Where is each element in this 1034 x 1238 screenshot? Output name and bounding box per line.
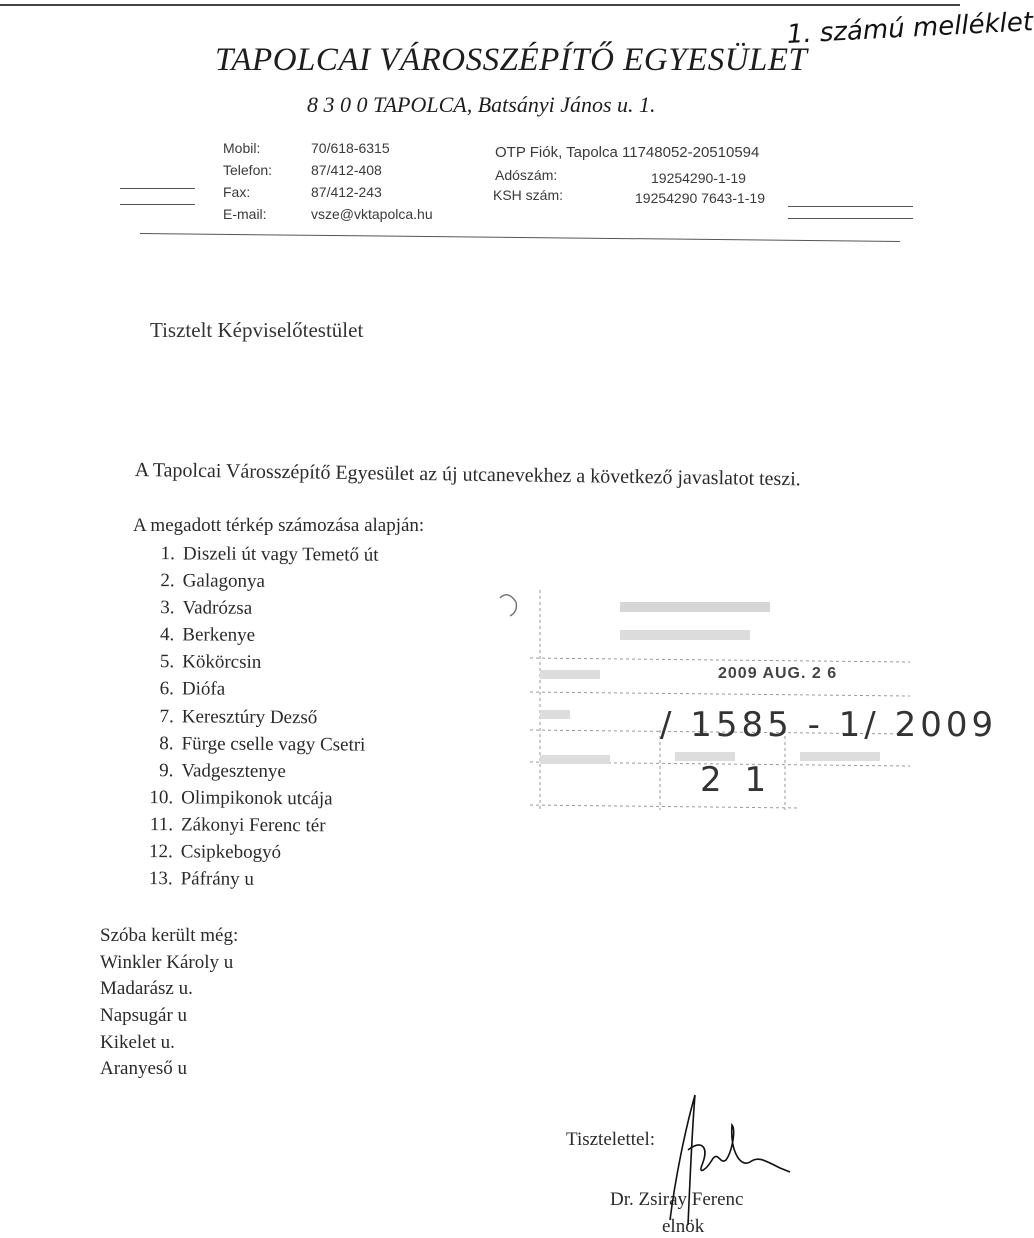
mobile-value: 70/618-6315 (311, 140, 390, 156)
list-item (133, 730, 377, 759)
mobile-label: Mobil: (223, 140, 261, 156)
item-number: 5. (159, 651, 175, 673)
list-item: Kikelet u. (100, 1031, 175, 1053)
basis-text: A megadott térkép számozása alapján: (133, 515, 425, 536)
signer-role: elnök (662, 1216, 705, 1237)
right-rule-2 (788, 218, 913, 219)
ksh-value: 19254290 7643-1-19 (635, 190, 766, 206)
list-item: Winkler Károly u (100, 951, 234, 973)
header-divider (140, 233, 900, 242)
item-name: Berkenye (182, 624, 256, 647)
stamp-registration-number: / 1585 - 1/ 2009 (660, 705, 998, 745)
ksh-label: KSH szám: (493, 187, 564, 203)
item-number: 7. (159, 705, 174, 727)
stamp-date: 2009 AUG. 2 6 (718, 665, 838, 682)
email-value: vsze@vktapolca.hu (311, 206, 433, 222)
street-name-proposals (133, 540, 379, 894)
item-name: Diófa (181, 678, 226, 701)
list-item (134, 621, 378, 650)
item-name: Vadrózsa (182, 597, 253, 620)
bank-account: OTP Fiók, Tapolca 11748052-20510594 (495, 144, 760, 161)
list-item: Napsugár u (100, 1005, 188, 1027)
list-item (135, 567, 379, 596)
list-item: Aranyeső u (100, 1058, 188, 1080)
fax-value: 87/412-243 (311, 184, 382, 200)
item-name: Fürge cselle vagy Csetri (181, 732, 366, 756)
item-name: Galagonya (182, 570, 266, 593)
organization-name: TAPOLCAI VÁROSSZÉPÍTŐ EGYESÜLET (215, 42, 808, 78)
list-item (134, 703, 378, 732)
list-item (133, 865, 377, 894)
top-border-line (0, 4, 960, 6)
list-item (134, 648, 378, 677)
annex-note: 1. számú melléklet (786, 7, 1034, 50)
item-name: Csipkebogyó (180, 841, 282, 864)
handwritten-signature (640, 1090, 800, 1230)
item-name: Keresztúry Dezső (181, 705, 318, 728)
item-name: Vadgesztenye (181, 760, 286, 782)
list-item (135, 540, 379, 569)
right-rule (788, 206, 913, 207)
item-number: 4. (160, 624, 175, 646)
item-number: 6. (159, 678, 175, 700)
item-number: 10. (149, 786, 174, 809)
item-number: 1. (160, 543, 175, 565)
item-number: 13. (148, 868, 173, 890)
list-item (134, 594, 378, 623)
stamp-count: 2 1 (700, 760, 773, 800)
list-item: Madarász u. (100, 978, 193, 1000)
item-number: 12. (149, 841, 173, 863)
item-number: 2. (160, 570, 175, 592)
fax-label: Fax: (223, 184, 251, 200)
tax-value: 19254290-1-19 (651, 170, 746, 186)
item-number: 9. (159, 759, 174, 782)
item-number: 8. (159, 732, 174, 754)
organization-address: 8 3 0 0 TAPOLCA, Batsányi János u. 1. (307, 92, 656, 117)
item-number: 11. (149, 814, 174, 836)
salutation: Tisztelt Képviselőtestület (150, 318, 364, 342)
item-number: 3. (160, 597, 175, 619)
item-name: Diszeli út vagy Temető út (182, 543, 379, 566)
intro-text: A Tapolcai Városszépítő Egyesület az új utcanevekhez a következő javaslatot teszi. (134, 459, 801, 491)
fax-left-rule (120, 188, 195, 189)
item-name: Páfrány u (180, 868, 255, 890)
item-name: Kökörcsin (182, 651, 262, 674)
item-name: Olimpikonok utcája (181, 787, 333, 810)
list-item (133, 838, 377, 867)
also-discussed-title: Szóba került még: (100, 925, 239, 946)
phone-value: 87/412-408 (311, 162, 382, 178)
item-name: Zákonyi Ferenc tér (180, 814, 326, 837)
tax-label: Adószám: (495, 167, 558, 183)
list-item (133, 757, 377, 786)
also-discussed-list (100, 922, 238, 1082)
list-item (134, 675, 378, 704)
phone-label: Telefon: (223, 162, 273, 178)
signer-name: Dr. Zsiray Ferenc (610, 1189, 744, 1210)
fax-left-rule-2 (120, 204, 195, 205)
list-item (133, 811, 377, 840)
closing-text: Tisztelettel: (566, 1129, 656, 1150)
list-item (133, 784, 377, 813)
email-label: E-mail: (223, 206, 267, 222)
